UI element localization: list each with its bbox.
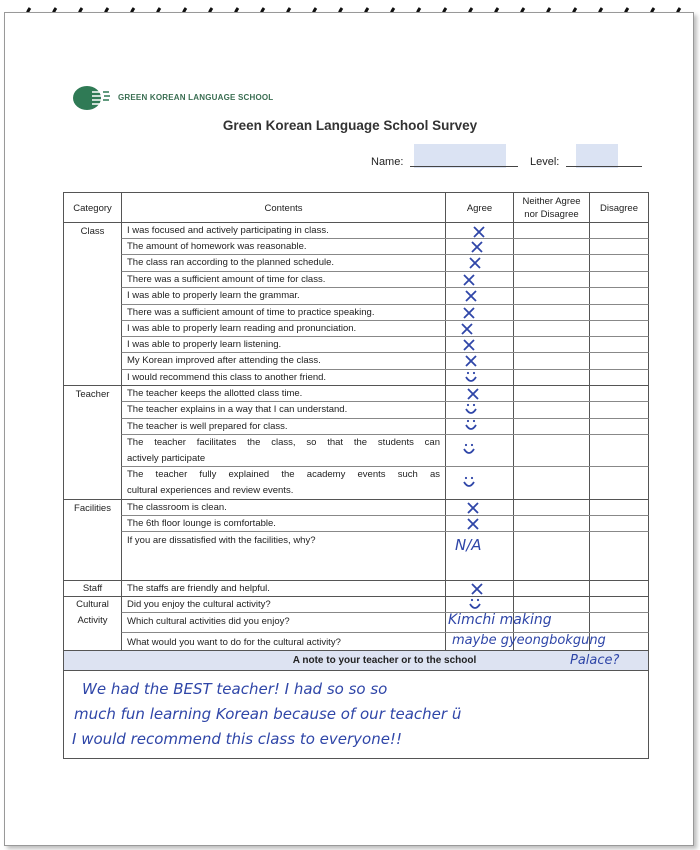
row-text: The class ran according to the planned schedule. [127, 257, 335, 268]
smiley-icon [462, 476, 476, 490]
survey-title: Green Korean Language School Survey [222, 118, 478, 133]
row-text: There was a sufficient amount of time to practice speaking. [127, 307, 375, 318]
row-text-cont: cultural experiences and review events. [127, 485, 294, 496]
header-category: Category [73, 203, 112, 214]
header-contents: Contents [264, 203, 303, 214]
cultural-enjoyed-answer: Kimchi making [448, 612, 552, 628]
row-text: There was a sufficient amount of time for class. [127, 274, 326, 285]
x-mark-icon [470, 582, 484, 596]
x-mark-icon [462, 338, 476, 352]
school-name: GREEN KOREAN LANGUAGE SCHOOL [118, 93, 274, 102]
x-mark-icon [468, 256, 482, 270]
smiley-icon [464, 419, 478, 433]
x-mark-icon [460, 322, 474, 336]
row-text: The teacher fully explained the academy events such as [127, 469, 440, 480]
row-text: The amount of homework was reasonable. [127, 241, 307, 252]
header-agree: Agree [466, 203, 493, 214]
row-text: I would recommend this class to another friend. [127, 372, 327, 383]
category-cultural: Cultural [76, 599, 109, 610]
smiley-icon [462, 443, 476, 457]
row-text: My Korean improved after attending the class. [127, 355, 321, 366]
header-neither-1: Neither Agree [522, 196, 581, 207]
header-disagree: Disagree [599, 203, 639, 214]
row-text: Which cultural activities did you enjoy? [127, 616, 290, 627]
row-text-cont: actively participate [127, 453, 206, 464]
row-text: What would you want to do for the cultural activity? [127, 637, 341, 648]
x-mark-icon [466, 387, 480, 401]
note-line: much fun learning Korean because of our teacher ü [74, 705, 462, 723]
x-mark-icon [472, 225, 486, 239]
x-mark-icon [464, 289, 478, 303]
x-mark-icon [462, 273, 476, 287]
name-label: Name: [371, 156, 404, 168]
smiley-icon [464, 403, 478, 417]
category-facilities: Facilities [74, 503, 111, 514]
row-text: The staffs are friendly and helpful. [127, 583, 270, 594]
x-mark-icon [464, 354, 478, 368]
x-mark-icon [462, 306, 476, 320]
row-text: The teacher facilitates the class, so that the students can [127, 437, 440, 448]
row-text: The 6th floor lounge is comfortable. [127, 518, 276, 529]
row-text: If you are dissatisfied with the facilities, why? [127, 535, 316, 546]
level-label: Level: [530, 156, 560, 168]
header-neither-2: nor Disagree [524, 209, 579, 220]
row-text: I was able to properly learn the grammar. [127, 290, 300, 301]
row-text: I was able to properly learn reading and pronunciation. [127, 323, 357, 334]
note-header: A note to your teacher or to the school [292, 655, 477, 666]
note-line: I would recommend this class to everyone!! [72, 730, 402, 748]
x-mark-icon [470, 240, 484, 254]
facilities-answer: N/A [455, 536, 482, 554]
category-activity: Activity [77, 615, 108, 626]
category-staff: Staff [82, 583, 103, 594]
row-text: I was focused and actively participating in class. [127, 225, 329, 236]
x-mark-icon [466, 517, 480, 531]
category-class: Class [80, 226, 105, 237]
row-text: The classroom is clean. [127, 502, 227, 513]
row-text: The teacher keeps the allotted class time. [127, 388, 303, 399]
row-text: I was able to properly learn listening. [127, 339, 282, 350]
x-mark-icon [466, 501, 480, 515]
row-text: Did you enjoy the cultural activity? [127, 599, 271, 610]
smiley-icon [464, 371, 478, 385]
smiley-icon [468, 598, 482, 612]
cultural-wish-answer: maybe gyeongbokgung [452, 633, 606, 648]
cultural-wish-answer-2: Palace? [570, 653, 620, 668]
row-text: The teacher explains in a way that I can understand. [127, 404, 348, 415]
note-line: We had the BEST teacher! I had so so so [82, 680, 388, 698]
category-teacher: Teacher [75, 389, 110, 400]
row-text: The teacher is well prepared for class. [127, 421, 288, 432]
